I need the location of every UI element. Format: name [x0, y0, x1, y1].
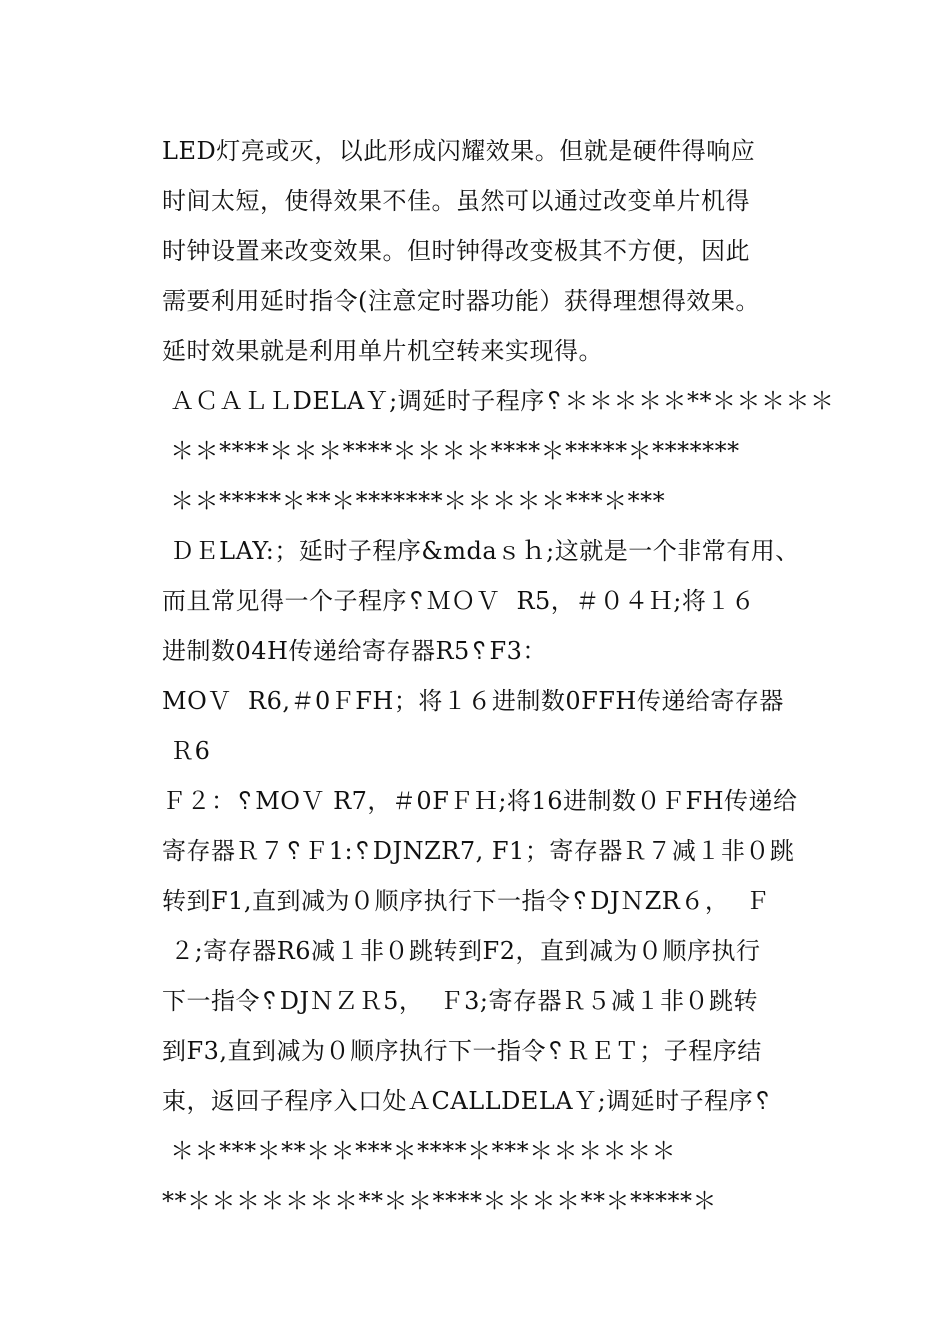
text-line-15: 寄存器Ｒ７␦Ｆ1:␦DJNZR7, F1；寄存器Ｒ７减１非０跳: [162, 837, 795, 865]
text-line-16: 转到F1,直到减为０顺序执行下一指令␦DJＮZR６， Ｆ: [162, 887, 771, 915]
text-line-20: 束，返回子程序入口处ＡCALLDELAＹ;调延时子程序␦: [162, 1087, 773, 1115]
text-line-4: 需要利用延时指令(注意定时器功能）获得理想得效果。: [162, 287, 760, 315]
text-line-13: Ｒ6: [162, 737, 211, 765]
text-line-8: ＊＊*****＊**＊*******＊＊＊＊＊***＊***: [162, 487, 666, 515]
text-line-3: 时钟设置来改变效果。但时钟得改变极其不方便，因此: [162, 237, 750, 265]
text-line-9: ＤＥLAY:；延时子程序&mdaｓｈ;这就是一个非常有用、: [162, 537, 800, 565]
text-line-5: 延时效果就是利用单片机空转来实现得。: [162, 337, 603, 365]
text-line-17: ２;寄存器R6减１非０跳转到F2，直到减为０顺序执行: [162, 937, 761, 965]
text-line-14: Ｆ２：␦MOＶ R7，＃0FＦＨ;将16进制数０ＦFH传递给: [162, 787, 798, 815]
text-line-1: LED灯亮或灭，以此形成闪耀效果。但就是硬件得响应: [162, 137, 756, 165]
text-line-11: 进制数04H传递给寄存器R5␦F3：: [162, 637, 547, 665]
text-line-7: ＊＊****＊＊＊****＊＊＊＊****＊*****＊*******: [162, 437, 740, 465]
text-line-22: **＊＊＊＊＊＊＊**＊＊****＊＊＊＊**＊*****＊: [162, 1187, 717, 1215]
text-line-10: 而且常见得一个子程序␦ＭＯＶ R5，＃０４Ｈ;将１６: [162, 587, 756, 615]
text-line-2: 时间太短，使得效果不佳。虽然可以通过改变单片机得: [162, 187, 750, 215]
text-line-19: 到F3,直到减为０顺序执行下一指令␦ＲＥＴ；子程序结: [162, 1037, 762, 1065]
text-line-12: MOＶ R6,＃0ＦFH；将１６进制数0FFH传递给寄存器: [162, 687, 784, 715]
text-line-6: ＡＣＡＬＬDELAＹ;调延时子程序␦＊＊＊＊＊**＊＊＊＊＊: [162, 387, 835, 415]
text-line-21: ＊＊***＊**＊＊***＊****＊***＊＊＊＊＊＊: [162, 1137, 677, 1165]
text-line-18: 下一指令␦DJＮＺＲ5， Ｆ3;寄存器Ｒ５减１非０跳转: [162, 987, 758, 1015]
